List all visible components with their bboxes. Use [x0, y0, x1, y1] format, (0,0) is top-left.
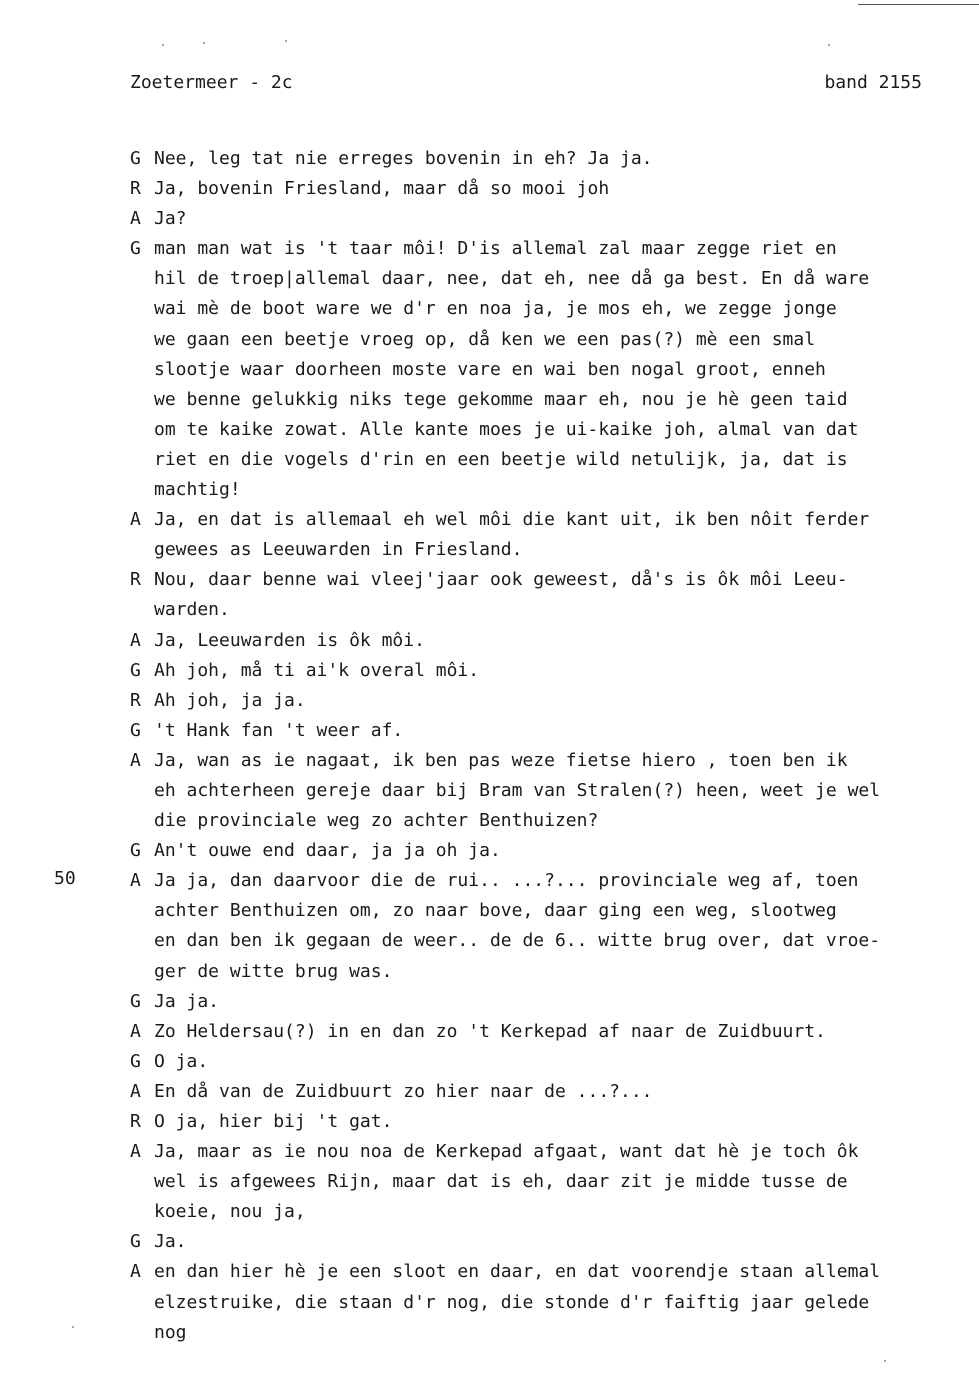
speaker-label: R: [130, 689, 141, 711]
speaker-label: A: [130, 509, 141, 531]
margin-line-number: 50: [54, 868, 76, 889]
transcript-line: die provinciale weg zo achter Benthuizen?: [154, 810, 599, 832]
transcript-line: Ja ja.: [154, 990, 220, 1012]
speaker-label: R: [130, 569, 141, 591]
speaker-label: A: [130, 629, 141, 651]
transcript-line: en dan hier hè je een sloot en daar, en dat voorendje staan allemal: [154, 1261, 881, 1283]
top-rule: [858, 4, 979, 5]
scan-speck: [285, 40, 287, 42]
transcript-line: wel is afgewees Rijn, maar dat is eh, daar zit je midde tusse de: [154, 1171, 848, 1193]
transcript-turn: [130, 505, 979, 565]
transcript-line: machtig!: [154, 479, 241, 501]
transcript-line: Zo Heldersau(?) in en dan zo 't Kerkepad af naar de Zuidbuurt.: [154, 1020, 826, 1042]
transcript-line: Ja, wan as ie nagaat, ik ben pas weze fietse hiero , toen ben ik: [154, 749, 848, 771]
transcript-line: O ja, hier bij 't gat.: [154, 1111, 393, 1132]
transcript-turn: [130, 626, 979, 656]
header-location: Zoetermeer - 2c: [130, 72, 293, 93]
transcript-line: Ja, maar as ie nou noa de Kerkepad afgaat, want dat hè je toch ôk: [154, 1141, 859, 1163]
transcript-line: eh achterheen gereje daar bij Bram van Stralen(?) heen, weet je wel: [154, 779, 881, 801]
transcript-line: slootje waar doorheen moste vare en wai ben nogal groot, enneh: [154, 358, 826, 380]
transcript-turn: [130, 1257, 979, 1347]
speaker-label: G: [130, 840, 141, 862]
transcript-turn: [130, 716, 979, 746]
transcript-line: achter Benthuizen om, zo naar bove, daar ging een weg, slootweg: [154, 900, 837, 922]
speaker-label: G: [130, 238, 141, 260]
transcript-turn: [130, 1107, 979, 1137]
transcript-line: O ja.: [154, 1050, 209, 1072]
speaker-label: G: [130, 719, 141, 741]
transcript-line: Ja ja, dan daarvoor die de rui.. ...?... provinciale weg af, toen: [154, 870, 859, 892]
scan-speck: [72, 1326, 74, 1328]
transcript-turn: [130, 746, 979, 836]
transcript-line: en dan ben ik gegaan de weer.. de de 6.. witte brug over, dat vroe-: [154, 930, 881, 952]
transcript-turn: [130, 1137, 979, 1227]
transcript-line: Ja, en dat is allemaal eh wel môi die kant uit, ik ben nôit ferder: [154, 509, 870, 531]
transcript-line: hil de troep|allemal daar, nee, dat eh, nee då ga best. En då ware: [154, 268, 870, 290]
transcript-line: elzestruike, die staan d'r nog, die stonde d'r faiftig jaar gelede: [154, 1291, 870, 1313]
speaker-label: A: [130, 1141, 141, 1163]
transcript-turn: [130, 1047, 979, 1077]
transcript-turn: [130, 144, 979, 174]
transcript-line: man man wat is 't taar môi! D'is allemal zal maar zegge riet en: [154, 238, 837, 260]
speaker-label: A: [130, 208, 141, 230]
scan-speck: [884, 1360, 886, 1362]
speaker-label: G: [130, 990, 141, 1012]
transcript-line: we benne gelukkig niks tege gekomme maar eh, nou je hè geen taid: [154, 388, 848, 410]
speaker-label: A: [130, 1080, 141, 1102]
transcript-line: 't Hank fan 't weer af.: [154, 719, 404, 741]
transcript-turn: [130, 866, 979, 986]
speaker-label: A: [130, 1020, 141, 1042]
transcript-line: Ah joh, må ti ai'k overal môi.: [154, 659, 480, 681]
speaker-label: G: [130, 148, 141, 169]
transcript-turn: [130, 1227, 979, 1257]
transcript-line: Ja?: [154, 208, 187, 230]
transcript-turn: [130, 1077, 979, 1107]
transcript-line: Ja, bovenin Friesland, maar då so mooi joh: [154, 178, 610, 200]
speaker-label: R: [130, 1111, 141, 1132]
speaker-label: A: [130, 749, 141, 771]
scan-speck: [162, 44, 164, 46]
transcript-turn: [130, 656, 979, 686]
transcript-line: Nee, leg tat nie erreges bovenin in eh? Ja ja.: [154, 148, 653, 169]
transcript-turn: [130, 174, 979, 204]
transcript-line: gewees as Leeuwarden in Friesland.: [154, 539, 523, 561]
transcript-line: koeie, nou ja,: [154, 1201, 306, 1223]
scan-speck: [203, 42, 205, 44]
transcript-line: ger de witte brug was.: [154, 960, 393, 982]
transcript-turn: [130, 686, 979, 716]
transcript-body: [130, 144, 979, 1348]
transcript-line: warden.: [154, 599, 230, 621]
page-header: [130, 72, 922, 96]
header-tape-number: band 2155: [824, 72, 922, 93]
speaker-label: G: [130, 1050, 141, 1072]
speaker-label: A: [130, 1261, 141, 1283]
speaker-label: R: [130, 178, 141, 200]
transcript-line: we gaan een beetje vroeg op, då ken we een pas(?) mè een smal: [154, 328, 816, 350]
transcript-turn: [130, 836, 979, 866]
speaker-label: G: [130, 659, 141, 681]
transcript-turn: [130, 987, 979, 1017]
transcript-line: om te kaike zowat. Alle kante moes je ui-kaike joh, almal van dat: [154, 418, 859, 440]
transcript-line: riet en die vogels d'rin en een beetje wild netulijk, ja, dat is: [154, 448, 848, 470]
transcript-line: nog: [154, 1321, 187, 1343]
transcript-line: En då van de Zuidbuurt zo hier naar de ...?...: [154, 1080, 653, 1102]
speaker-label: A: [130, 870, 141, 892]
transcript-turn: [130, 565, 979, 625]
transcript-line: Nou, daar benne wai vleej'jaar ook geweest, då's is ôk môi Leeu-: [154, 569, 848, 591]
transcript-turn: [130, 234, 979, 505]
transcript-turn: [130, 204, 979, 234]
transcript-line: An't ouwe end daar, ja ja oh ja.: [154, 840, 501, 862]
transcript-line: Ja, Leeuwarden is ôk môi.: [154, 629, 425, 651]
scan-speck: [828, 44, 830, 46]
transcript-line: Ja.: [154, 1231, 187, 1253]
transcript-turn: [130, 1017, 979, 1047]
transcript-line: Ah joh, ja ja.: [154, 689, 306, 711]
speaker-label: G: [130, 1231, 141, 1253]
transcript-line: wai mè de boot ware we d'r en noa ja, je mos eh, we zegge jonge: [154, 298, 837, 320]
